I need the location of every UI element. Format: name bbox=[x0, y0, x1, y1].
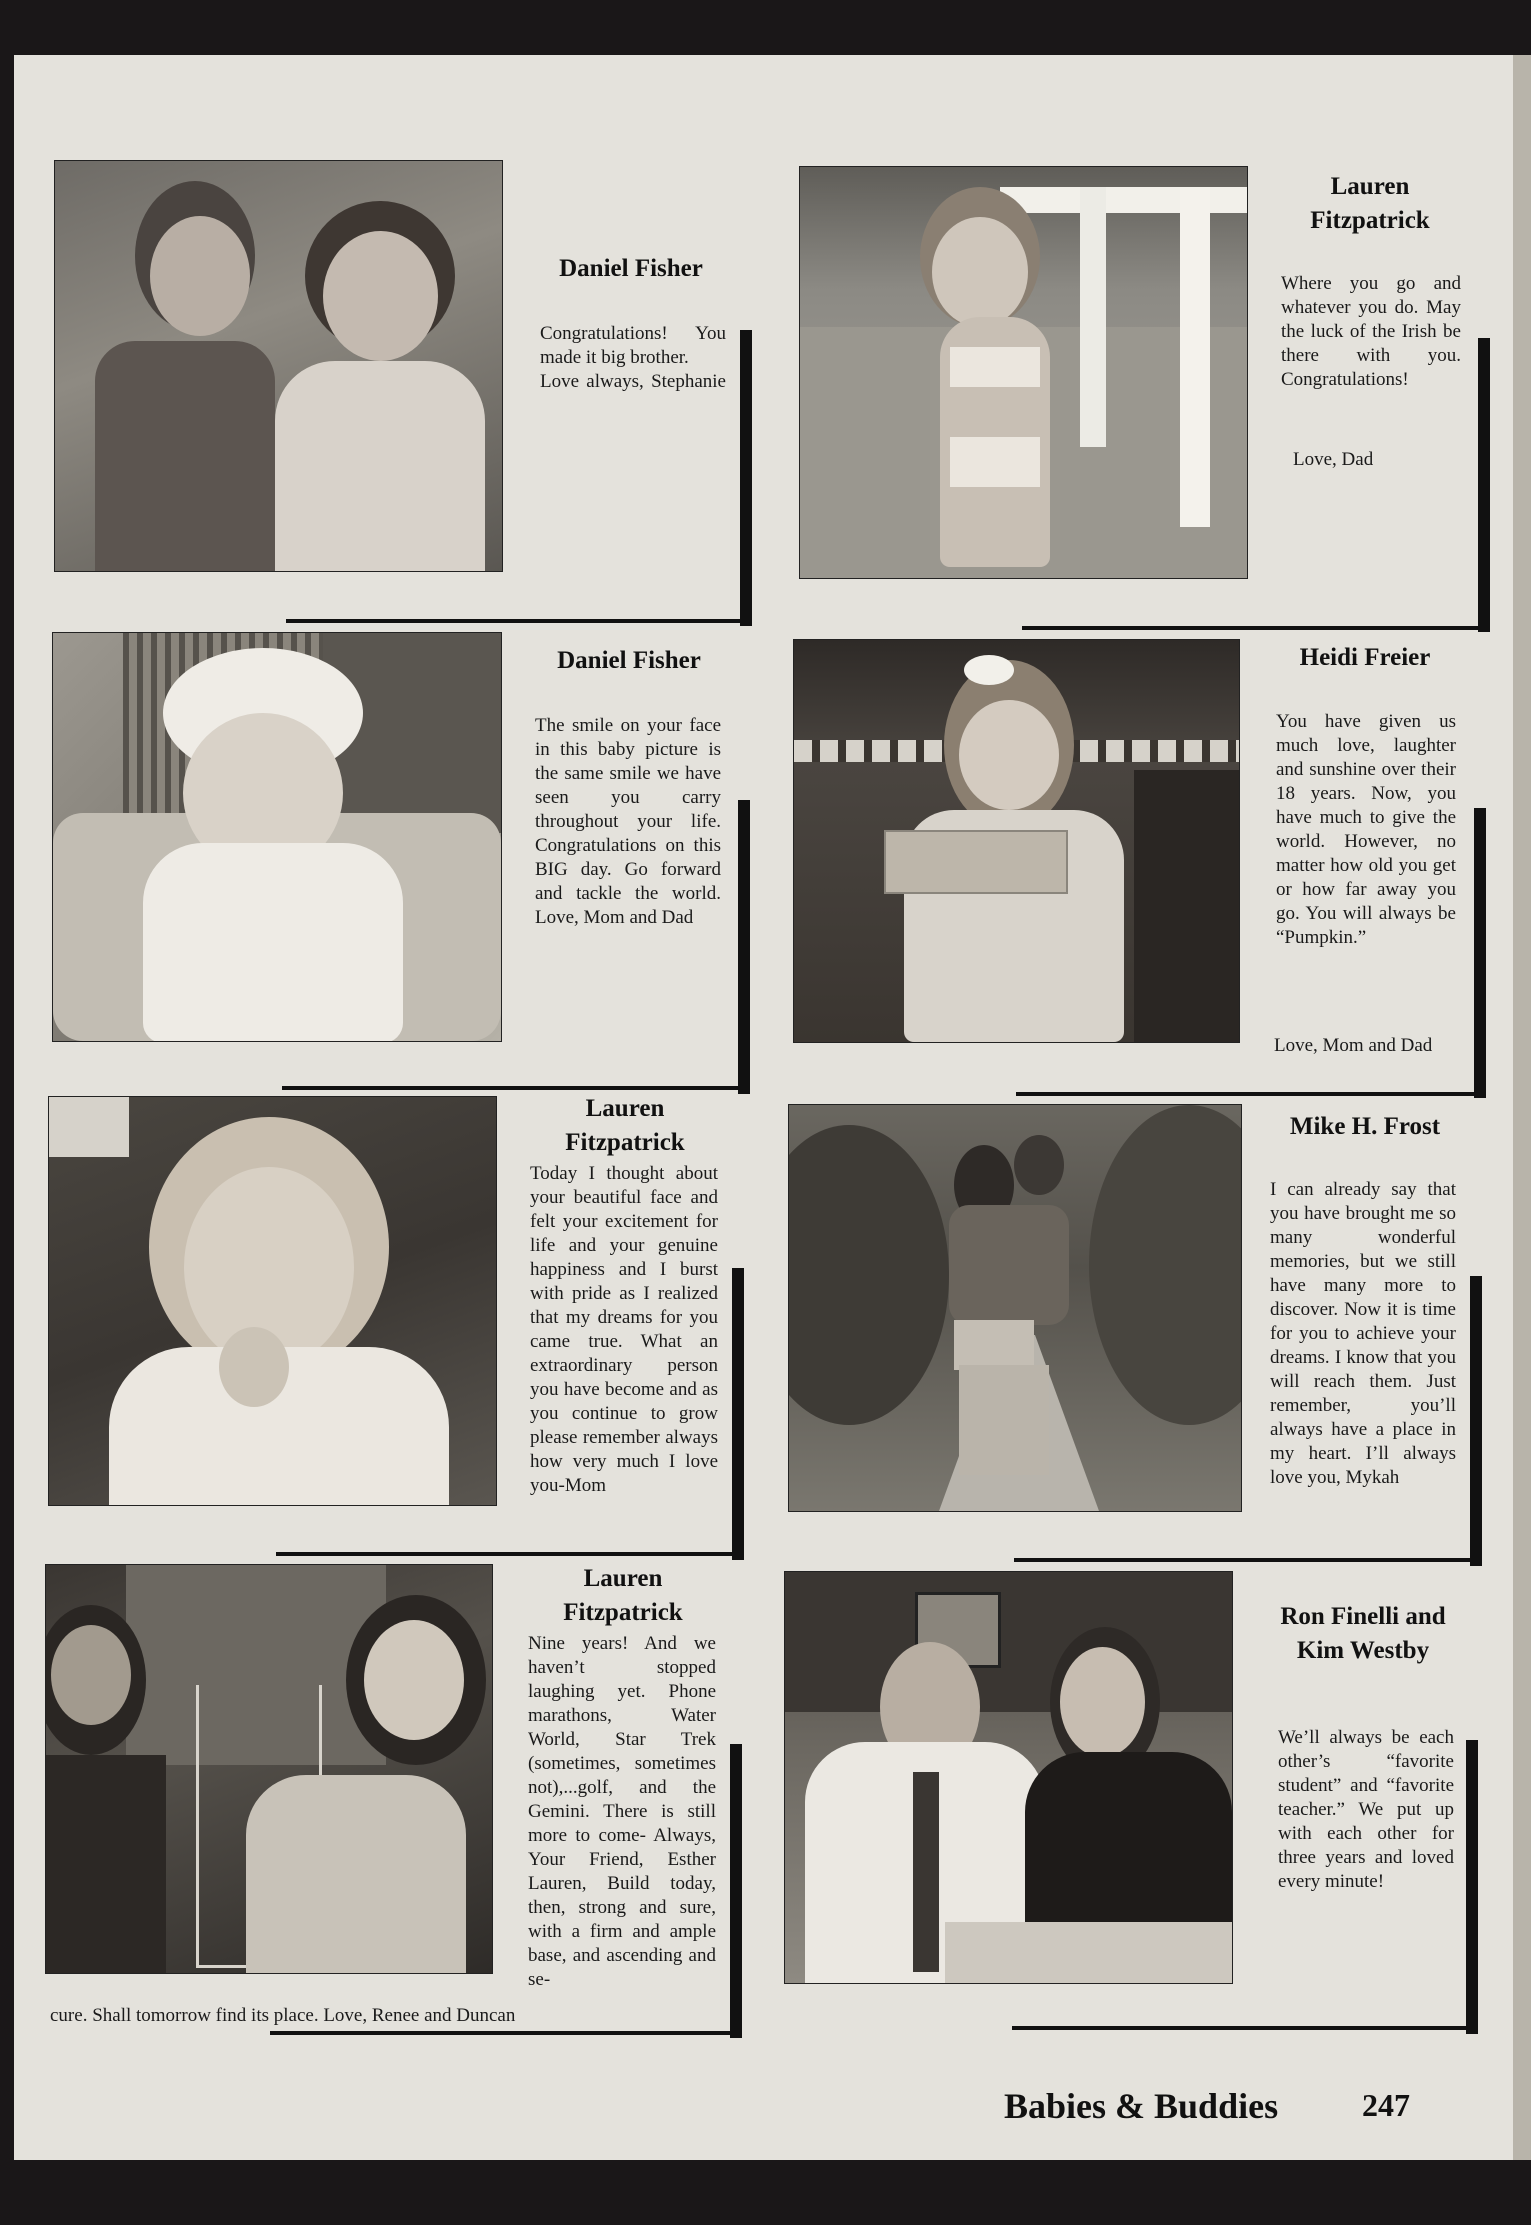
photo-mike-frost bbox=[788, 1104, 1242, 1512]
entry-message: I can already say that you have brought me so many wonderful memories, but we still have many more to discover. Now it is time for you to achieve your dreams. I know that you will reach them. Just remember, you’ll always have a place in my heart. I’ll always love you, Mykah bbox=[1270, 1179, 1456, 1488]
photo-finelli-westby bbox=[784, 1571, 1233, 1984]
frame-bar bbox=[740, 330, 752, 626]
frame-line bbox=[286, 619, 752, 623]
frame-line bbox=[282, 1086, 748, 1090]
frame-bar bbox=[730, 1744, 742, 2038]
entry-signature: Love, Mom and Dad bbox=[1274, 1035, 1433, 1056]
entry-title: Mike H. Frost bbox=[1289, 1113, 1441, 1140]
frame-bar bbox=[738, 800, 750, 1094]
entry-message: Congratulations! You made it big brother. bbox=[540, 323, 726, 368]
entry-message: Nine years! And we haven’t stopped laughing yet. Phone marathons, Water World, Star Trek (sometimes, sometimes not),...golf, and the Gemini. There is still more to come- Always, Your Friend, Esther Lauren, Build today, then, strong and sure, with a firm and ample base, and ascending and se- bbox=[528, 1633, 716, 1990]
page-number: 247 bbox=[1362, 2087, 1410, 2123]
entry-message: Today I thought about your beautiful face and felt your excitement for life and your genuine happiness and I burst with pride as I realized that my dreams for you came true. What an extraordinary person you have become and as you continue to grow please remember always how very much I love you-Mom bbox=[530, 1163, 718, 1496]
photo-lauren-toddler bbox=[48, 1096, 497, 1506]
entry-message: The smile on your face in this baby picture is the same smile we have seen you carry throughout your life. Congratulations on this BIG day. Go forward and tackle the world. Love, Mom and Dad bbox=[535, 715, 721, 928]
frame-bar bbox=[1478, 338, 1490, 632]
entry-signature: Love always, Stephanie bbox=[540, 371, 726, 392]
entry-title: Heidi Freier bbox=[1299, 644, 1431, 671]
frame-bar bbox=[1474, 808, 1486, 1098]
entry-message: We’ll always be each other’s “favorite student” and “favorite teacher.” We put up with each other for three years and loved every minute! bbox=[1278, 1727, 1454, 1892]
frame-line bbox=[1022, 626, 1490, 630]
entry-message-tail: cure. Shall tomorrow find its place. Love, Renee and Duncan bbox=[50, 2005, 516, 2026]
photo-lauren-swimsuit bbox=[799, 166, 1248, 579]
entry-title: Lauren Fitzpatrick bbox=[565, 1095, 685, 1156]
entry-title: Daniel Fisher bbox=[557, 647, 701, 674]
entry-title: Lauren Fitzpatrick bbox=[563, 1565, 683, 1626]
photo-lauren-friends bbox=[45, 1564, 493, 1974]
frame-line bbox=[276, 1552, 742, 1556]
photo-heidi-freier bbox=[793, 639, 1240, 1043]
entry-title: Lauren Fitzpatrick bbox=[1310, 173, 1430, 234]
photo-daniel-fisher-siblings bbox=[54, 160, 503, 572]
frame-bar bbox=[1466, 1740, 1478, 2034]
entry-title: Ron Finelli and Kim Westby bbox=[1280, 1603, 1446, 1664]
frame-line bbox=[1016, 1092, 1486, 1096]
frame-bar bbox=[1470, 1276, 1482, 1566]
page-edge bbox=[1513, 55, 1531, 2160]
frame-bar bbox=[732, 1268, 744, 1560]
entry-signature: Love, Dad bbox=[1293, 449, 1374, 470]
photo-daniel-fisher-baby bbox=[52, 632, 502, 1042]
entry-message: Where you go and whatever you do. May the luck of the Irish be there with you. Congratulations! bbox=[1281, 273, 1461, 390]
frame-line bbox=[270, 2031, 738, 2035]
entry-title: Daniel Fisher bbox=[559, 255, 703, 282]
frame-line bbox=[1012, 2026, 1478, 2030]
section-title: Babies & Buddies bbox=[1004, 2086, 1279, 2126]
entry-message: You have given us much love, laughter and sunshine over their 18 years. Now, you have much to give the world. However, no matter how old you get or how far away you go. You will always be “Pumpkin.” bbox=[1276, 711, 1456, 948]
frame-line bbox=[1014, 1558, 1482, 1562]
